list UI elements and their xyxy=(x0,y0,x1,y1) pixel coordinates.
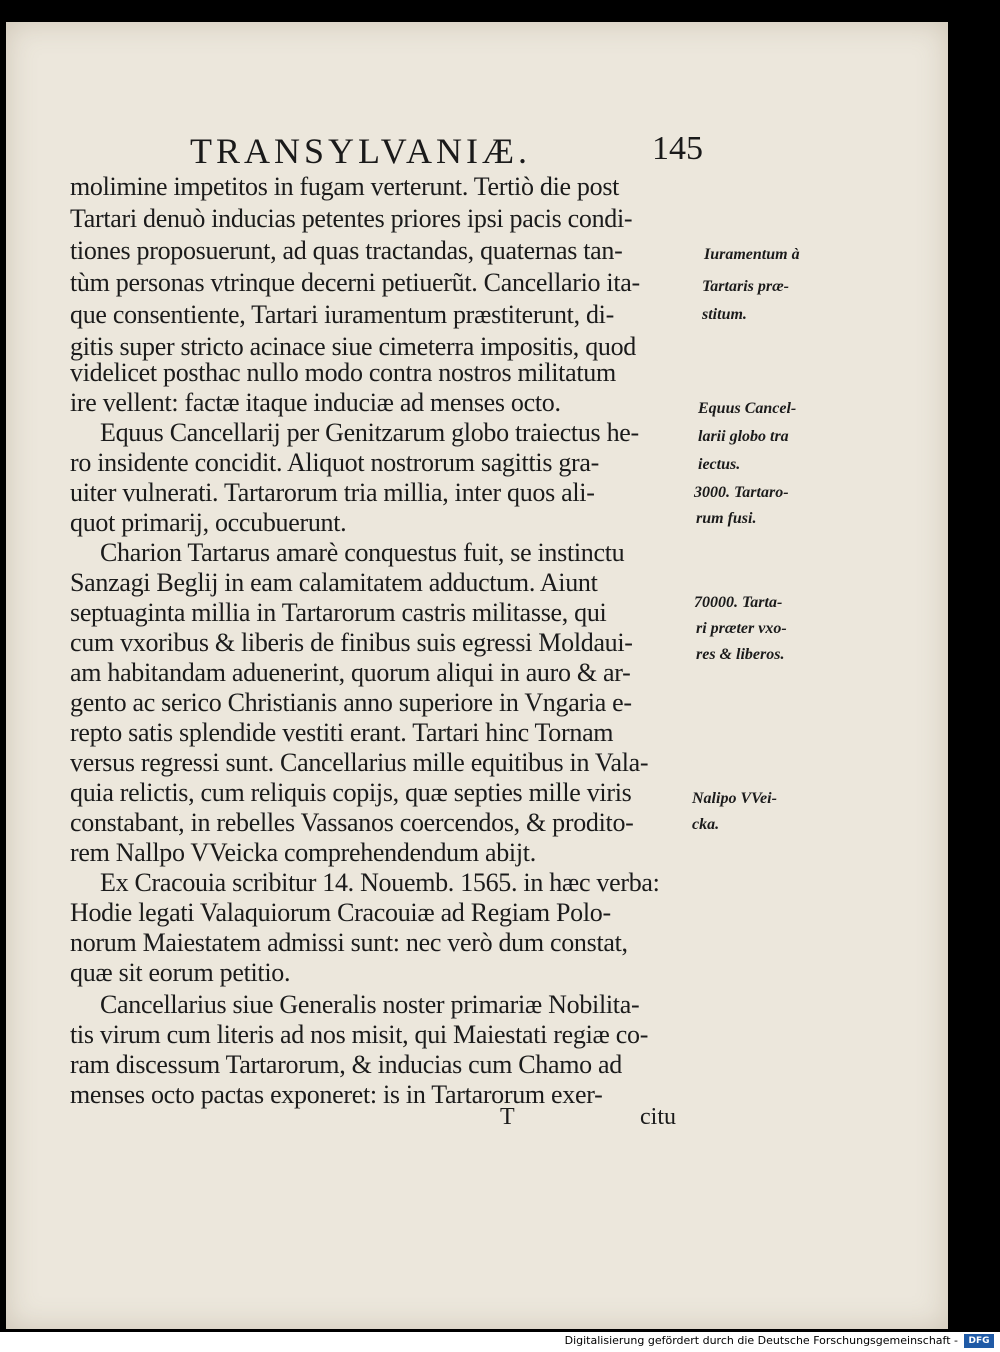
text-line: tis virum cum literis ad nos misit, qui Maiestati regiæ co- xyxy=(70,1020,649,1049)
text-line: quot primarij, occubuerunt. xyxy=(70,508,347,537)
margin-note: res & liberos. xyxy=(696,646,785,663)
text-line: molimine impetitos in fugam verterunt. Tertiò die post xyxy=(70,172,620,201)
running-head: TRANSYLVANIÆ. xyxy=(190,131,532,171)
text-line: menses octo pactas exponeret: is in Tartarorum exer- xyxy=(70,1080,603,1109)
margin-note: ri præter vxo- xyxy=(696,620,787,637)
text-line: que consentiente, Tartari iuramentum præstiterunt, di- xyxy=(70,300,614,329)
margin-note: rum fusi. xyxy=(696,510,757,527)
text-line: tiones proposuerunt, ad quas tractandas, quaternas tan- xyxy=(70,236,623,265)
text-line: tùm personas vtrinque decerni petiuerũt. Cancellario ita- xyxy=(70,268,640,297)
text-line: Charion Tartarus amarè conquestus fuit, se instinctu xyxy=(100,538,625,567)
margin-note: Iuramentum à xyxy=(704,246,800,263)
margin-note: larii globo tra xyxy=(698,428,789,445)
margin-note: cka. xyxy=(692,816,720,833)
margin-note: 3000. Tartaro- xyxy=(694,484,789,501)
text-line: Tartari denuò inducias petentes priores ipsi pacis condi- xyxy=(70,204,633,233)
text-line: norum Maiestatem admissi sunt: nec verò dum constat, xyxy=(70,928,628,957)
text-line: ram discessum Tartarorum, & inducias cum Chamo ad xyxy=(70,1050,622,1079)
page-number: 145 xyxy=(652,130,703,167)
margin-note: 70000. Tarta- xyxy=(694,594,783,611)
text-line: septuaginta millia in Tartarorum castris militasse, qui xyxy=(70,598,607,627)
text-line: Sanzagi Beglij in eam calamitatem adductum. Aiunt xyxy=(70,568,598,597)
text-line: uiter vulnerati. Tartarorum tria millia, inter quos ali- xyxy=(70,478,595,507)
dfg-logo: DFG xyxy=(964,1334,994,1348)
text-line: gento ac serico Christianis anno superiore in Vngaria e- xyxy=(70,688,632,717)
text-line: Cancellarius siue Generalis noster primariæ Nobilita- xyxy=(100,990,640,1019)
text-line: cum vxoribus & liberis de finibus suis egressi Moldaui- xyxy=(70,628,633,657)
margin-note: Tartaris præ- xyxy=(702,278,789,295)
margin-note: Nalipo VVei- xyxy=(692,790,777,807)
text-line: versus regressi sunt. Cancellarius mille equitibus in Vala- xyxy=(70,748,649,777)
text-line: quæ sit eorum petitio. xyxy=(70,958,291,987)
text-line: Hodie legati Valaquiorum Cracouiæ ad Regiam Polo- xyxy=(70,898,611,927)
text-line: am habitandam aduenerint, quorum aliqui in auro & ar- xyxy=(70,658,631,687)
text-line: ire vellent: factæ itaque induciæ ad menses octo. xyxy=(70,388,561,417)
footer-bar xyxy=(0,1332,1000,1352)
funding-credit: Digitalisierung gefördert durch die Deutsche Forschungsgemeinschaft - xyxy=(564,1334,958,1347)
catchword: citu xyxy=(640,1104,676,1130)
text-line: ro insidente concidit. Aliquot nostrorum sagittis gra- xyxy=(70,448,600,477)
text-line: Equus Cancellarij per Genitzarum globo traiectus he- xyxy=(100,418,639,447)
text-line: Ex Cracouia scribitur 14. Nouemb. 1565. in hæc verba: xyxy=(100,868,660,897)
text-line: quia relictis, cum reliquis copijs, quæ septies mille viris xyxy=(70,778,632,807)
text-line: repto satis splendide vestiti erant. Tartari hinc Tornam xyxy=(70,718,614,747)
margin-note: Equus Cancel- xyxy=(698,400,797,417)
margin-note: stitum. xyxy=(702,306,747,323)
text-line: rem Nallpo VVeicka comprehendendum abijt. xyxy=(70,838,536,867)
text-line: gitis super stricto acinace siue cimeterra impositis, quod xyxy=(70,332,637,361)
signature-mark: T xyxy=(500,1104,515,1130)
margin-note: iectus. xyxy=(698,456,741,473)
text-line: videlicet posthac nullo modo contra nostros militatum xyxy=(70,358,616,387)
text-line: constabant, in rebelles Vassanos coercendos, & prodito- xyxy=(70,808,634,837)
